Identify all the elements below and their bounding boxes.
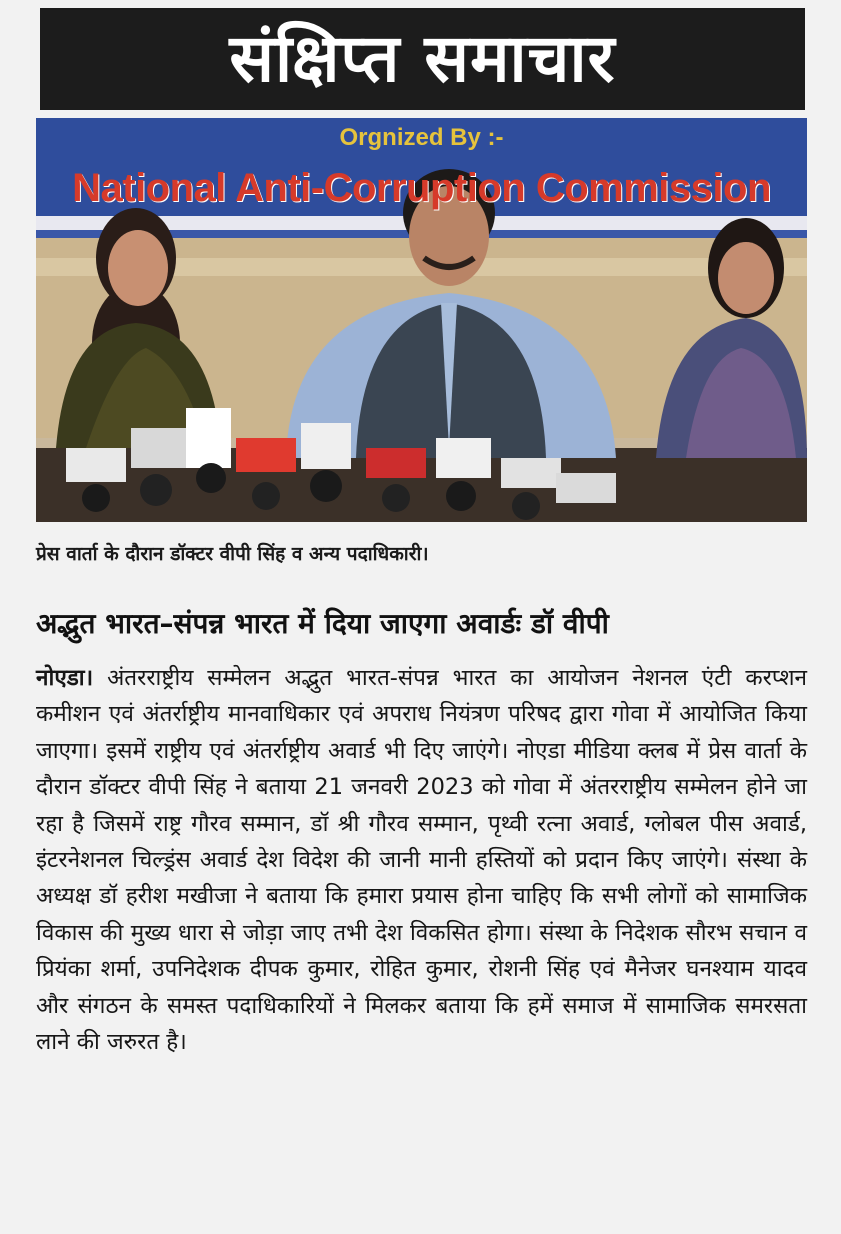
photo-caption: प्रेस वार्ता के दौरान डॉक्टर वीपी सिंह व अन्य पदाधिकारी। [36,543,429,565]
article-text: अंतरराष्ट्रीय सम्मेलन अद्भुत भारत-संपन्न भारत का आयोजन नेशनल एंटी करप्शन कमीशन एवं अंतर्राष्ट्रीय मानवाधिकार एवं अपराध नियंत्रण परिषद द्वारा गोवा में आयोजित किया जाएगा। इसमें राष्ट्रीय एवं अंतर्राष्ट्रीय अवार्ड भी दिए जाएंगे। नोएडा मीडिया क्लब में प्रेस वार्ता के दौरान डॉक्टर वीपी सिंह ने बताया 21 जनवरी 2023 को गोवा में अंतरराष्ट्रीय सम्मेलन होने जा रहा है जिसमें राष्ट्र गौरव सम्मान, डॉ श्री गौरव सम्मान, पृथ्वी रत्ना अवार्ड, ग्लोबल पीस अवार्ड, इंटरनेशनल चिल्ड्रंस अवार्ड देश विदेश की जानी मानी हस्तियों को प्रदान किए जाएंगे। संस्था के अध्यक्ष डॉ हरीश मखीजा ने बताया कि हमारा प्रयास होना चाहिए कि सभी लोगों को सामाजिक विकास की मुख्य धारा से जोड़ा जाए तभी देश विकसित होगा। संस्था के निदेशक सौरभ सचान व प्रियंका शर्मा, उपनिदेशक दीपक कुमार, रोहित कुमार, रोशनी सिंह एवं मैनेजर घनश्याम यादव और संगठन के समस्त पदाधिकारियों ने मिलकर बताया कि हमें समाज में सामाजिक समरसता लाने की जरुरत है। [36,665,807,1056]
article-body [36,660,807,1060]
article-headline: अद्भुत भारत–संपन्न भारत में दिया जाएगा अवार्डः डॉ वीपी [36,607,609,640]
banner-organized-by: Orgnized By :- [339,124,504,151]
banner-organization-name: National Anti-Corruption Commission [72,166,771,210]
section-masthead: संक्षिप्त समाचार [40,8,805,110]
press-conference-photo [36,118,807,522]
article-dateline: नोएडा। [36,665,94,691]
